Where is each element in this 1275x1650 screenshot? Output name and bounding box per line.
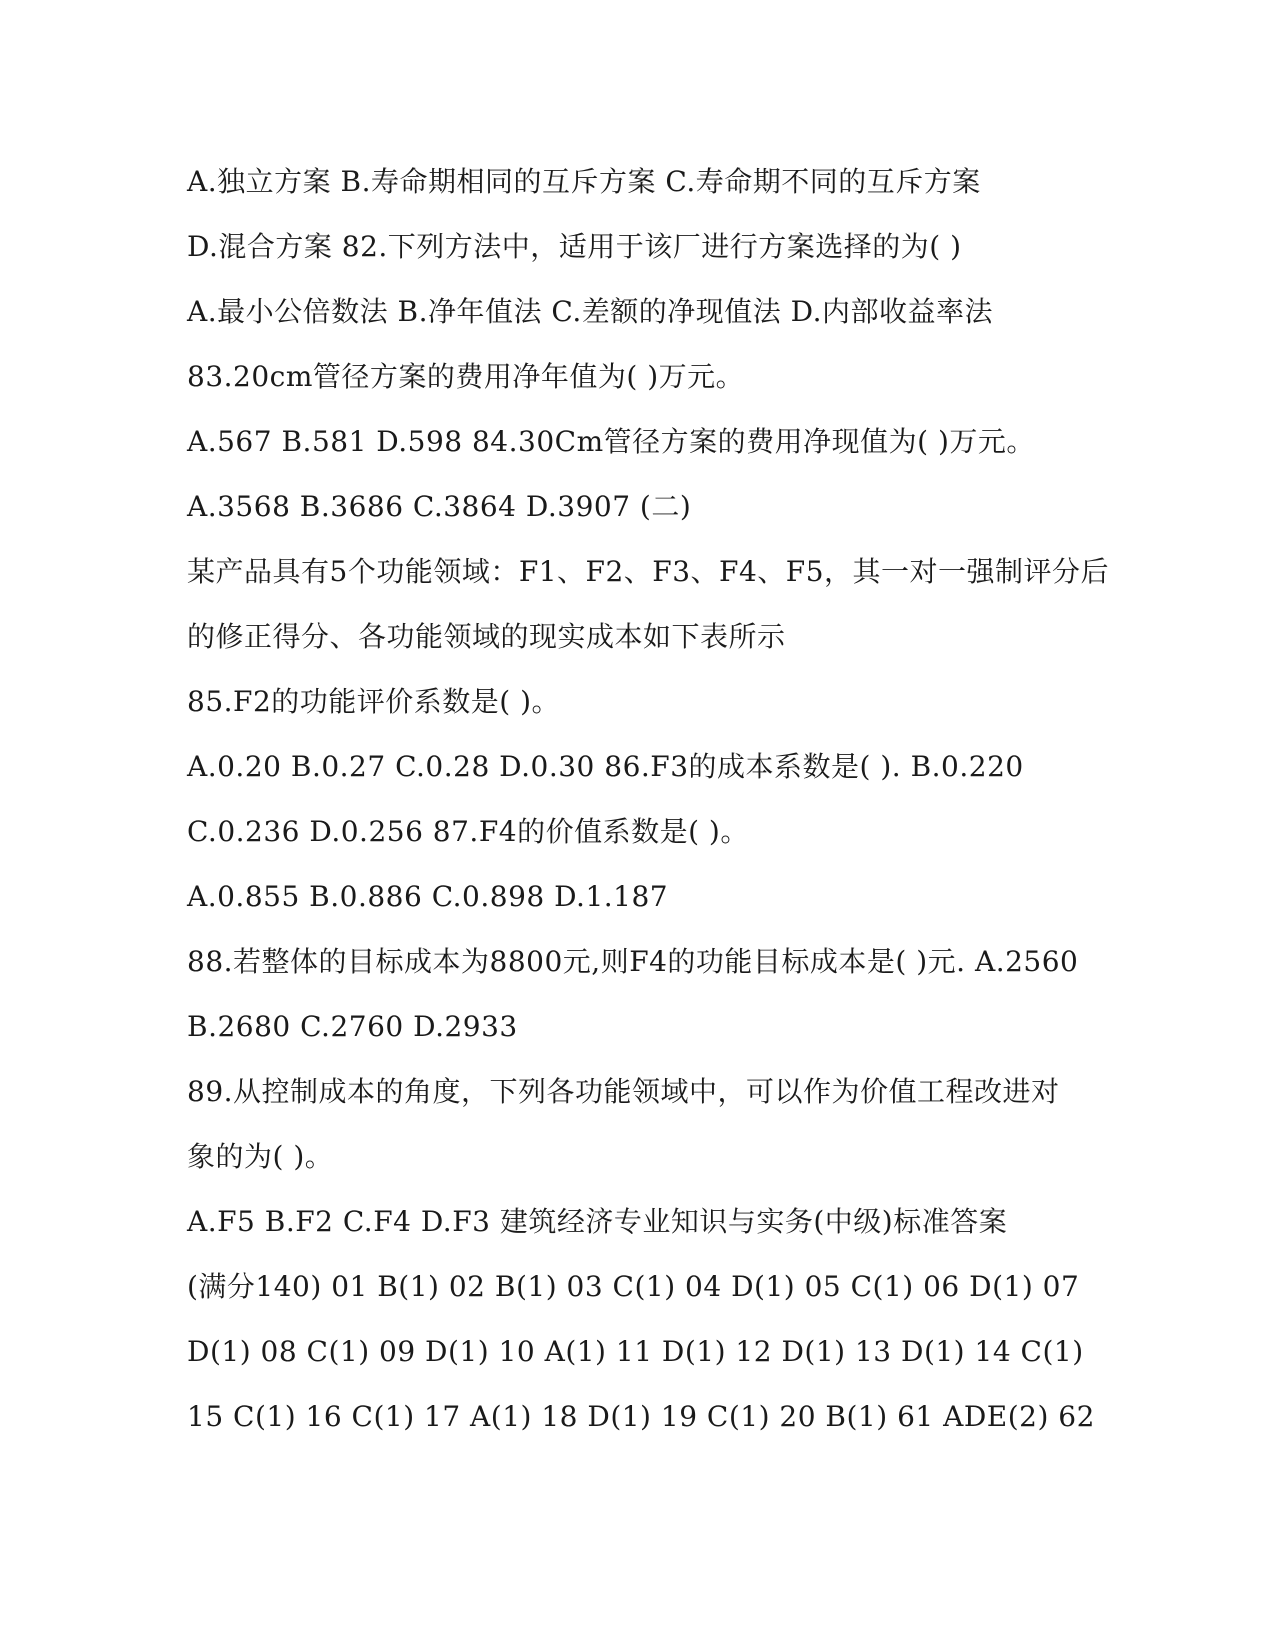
text-line: 15 C(1) 16 C(1) 17 A(1) 18 D(1) 19 C(1) 20 B(1) 61 ADE(2) 62	[187, 1400, 1095, 1433]
text-line: A.F5 B.F2 C.F4 D.F3 建筑经济专业知识与实务(中级)标准答案	[187, 1205, 1008, 1238]
text-line: D(1) 08 C(1) 09 D(1) 10 A(1) 11 D(1) 12 D(1) 13 D(1) 14 C(1)	[187, 1335, 1084, 1368]
text-line: 象的为( )。	[187, 1140, 334, 1173]
document-body	[187, 158, 1110, 1458]
text-line: 89.从控制成本的角度，下列各功能领域中，可以作为价值工程改进对	[187, 1075, 1060, 1108]
text-line: 某产品具有5个功能领域：F1、F2、F3、F4、F5，其一对一强制评分后	[187, 555, 1110, 588]
text-line: D.混合方案 82.下列方法中，适用于该厂进行方案选择的为( )	[187, 230, 962, 263]
text-line: 88.若整体的目标成本为8800元,则F4的功能目标成本是( )元. A.2560	[187, 945, 1079, 978]
text-line: A.最小公倍数法 B.净年值法 C.差额的净现值法 D.内部收益率法	[187, 295, 993, 328]
text-line: 83.20cm管径方案的费用净年值为( )万元。	[187, 360, 745, 393]
text-line: B.2680 C.2760 D.2933	[187, 1010, 518, 1043]
text-line: (满分140) 01 B(1) 02 B(1) 03 C(1) 04 D(1) 05 C(1) 06 D(1) 07	[187, 1270, 1080, 1303]
text-line: C.0.236 D.0.256 87.F4的价值系数是( )。	[187, 815, 749, 848]
text-line: A.0.20 B.0.27 C.0.28 D.0.30 86.F3的成本系数是( ). B.0.220	[187, 750, 1024, 783]
text-line: 的修正得分、各功能领域的现实成本如下表所示	[187, 620, 786, 653]
text-line: 85.F2的功能评价系数是( )。	[187, 685, 561, 718]
text-line: A.567 B.581 D.598 84.30Cm管径方案的费用净现值为( )万元。	[187, 425, 1035, 458]
text-line: A.独立方案 B.寿命期相同的互斥方案 C.寿命期不同的互斥方案	[187, 165, 981, 198]
text-line: A.0.855 B.0.886 C.0.898 D.1.187	[187, 880, 669, 913]
text-line: A.3568 B.3686 C.3864 D.3907 (二)	[187, 490, 692, 523]
